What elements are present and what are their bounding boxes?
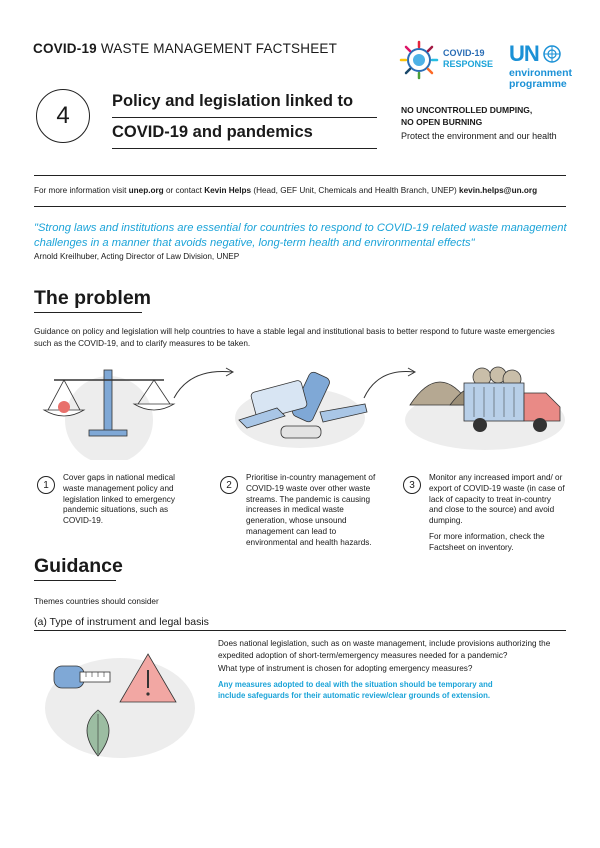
un-environment-logo: UN environment programme	[509, 41, 573, 90]
problem-number: 3	[403, 476, 421, 494]
problem-number: 1	[37, 476, 55, 494]
slogan-tagline: Protect the environment and our health	[401, 131, 557, 141]
quote-author: Arnold Kreilhuber, Acting Director of Law Division, UNEP	[34, 252, 240, 261]
factsheet-title-line2: COVID-19 and pandemics	[112, 123, 313, 141]
title-underline	[112, 117, 377, 118]
covid-response-text: COVID-19 RESPONSE	[443, 48, 494, 69]
factsheet-number: 4	[36, 89, 90, 143]
guidance-illustration	[40, 648, 200, 763]
website-link[interactable]: unep.org	[128, 186, 164, 195]
email-link[interactable]: kevin.helps@un.org	[459, 186, 538, 195]
problem-item-2: Prioritise in-country management of COVID-19 waste over other waste streams. The pandemic is causing increases in medical waste generation, whose unsound management can lead to environmental and health hazards.	[246, 473, 376, 547]
slogan: NO UNCONTROLLED DUMPING, NO OPEN BURNING	[401, 105, 533, 127]
problem-intro: Guidance on policy and legislation will help countries to have a stable legal and institutional basis to better respond to future waste emergencies such as the COVID-19, and to clarify measures to be taken.	[34, 327, 555, 348]
divider	[34, 175, 566, 176]
problem-item-3: Monitor any increased import and/ or export of COVID-19 waste (in case of lack of capacity to treat in-country and close to the source) and avoid dumping. For more information, check the Factsheet on inventory.	[429, 473, 565, 552]
title-underline	[112, 148, 377, 149]
virus-globe-icon	[399, 40, 439, 80]
guidance-themes: Themes countries should consider	[34, 597, 159, 606]
guidance-question-2: What type of instrument is chosen for adopting emergency measures?	[218, 664, 473, 673]
problem-number: 2	[220, 476, 238, 494]
guidance-heading: Guidance	[34, 555, 123, 577]
problem-item-1: Cover gaps in national medical waste management policy and legislation linked to emergency pandemic situations, such as COVID-19.	[63, 473, 175, 526]
scales-illustration	[34, 360, 184, 460]
factsheet-series-title: COVID-19 WASTE MANAGEMENT FACTSHEET	[33, 41, 338, 56]
guidance-question-1: Does national legislation, such as on waste management, include provisions authorizing the expedited adoption of short-term/emergency measures needed for a pandemic?	[218, 639, 551, 660]
guidance-note: Any measures adopted to deal with the situation should be temporary and include safeguards for their automatic review/clear grounds of extension.	[218, 680, 493, 700]
medical-waste-illustration	[225, 358, 375, 453]
subheading-rule	[34, 630, 566, 631]
divider	[34, 206, 566, 207]
heading-underline	[34, 580, 116, 581]
problem-heading: The problem	[34, 287, 152, 309]
pull-quote: "Strong laws and institutions are essential for countries to respond to COVID-19 related waste management challenges in a manner that avoids negative, long-term health and environmental effects"	[34, 222, 567, 249]
un-emblem-icon	[542, 44, 562, 64]
covid-response-logo	[399, 40, 439, 80]
factsheet-title-line1: Policy and legislation linked to	[112, 92, 354, 110]
contact-info: For more information visit unep.org or contact Kevin Helps (Head, GEF Unit, Chemicals and Health Branch, UNEP) kevin.helps@un.org	[34, 186, 538, 195]
guidance-subheading: (a) Type of instrument and legal basis	[34, 616, 209, 628]
heading-underline	[34, 312, 142, 313]
dump-truck-illustration	[400, 355, 570, 455]
